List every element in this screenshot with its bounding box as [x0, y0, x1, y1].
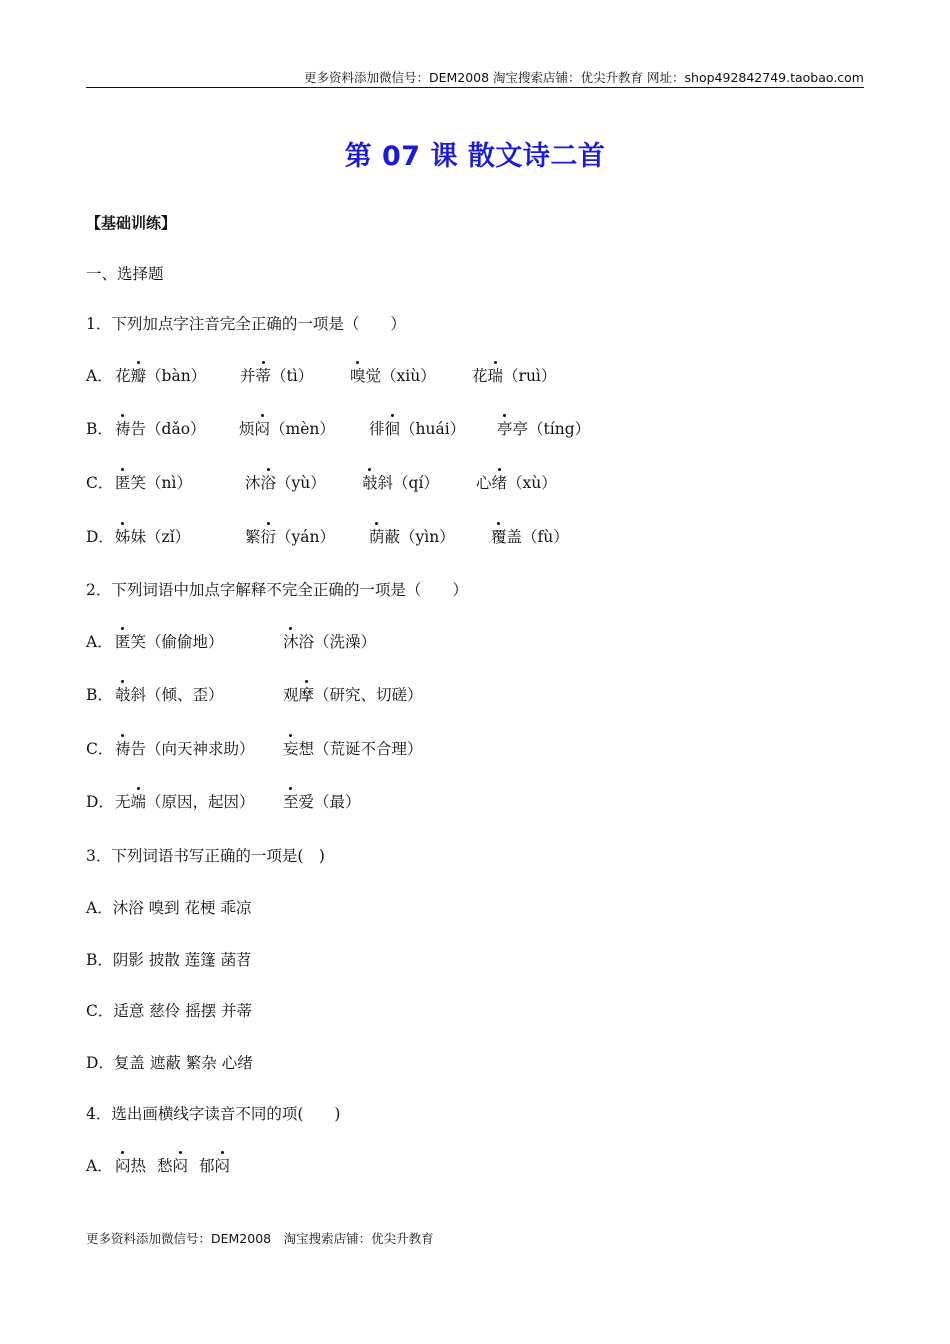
q2-d-item-2: 至爱（最） [283, 793, 361, 811]
q1-a-item-1: 花瓣（bàn） [115, 367, 207, 385]
question-2-stem: 2．下列词语中加点字解释不完全正确的一项是（ ） [86, 581, 468, 599]
q3-option-b: B．阴影 披散 莲篷 菡苕 [86, 951, 252, 969]
part-label: 一、选择题 [86, 265, 164, 283]
option-letter: B． [86, 420, 113, 438]
q1-option-c [86, 473, 557, 493]
q1-c-item-1: 匿笑（nì） [115, 474, 192, 492]
q2-option-c [86, 739, 423, 759]
q3-option-c: C．适意 慈伶 摇摆 并蒂 [86, 1002, 253, 1020]
q1-c-item-3: 攲斜（qí） [362, 474, 439, 492]
q2-option-a [86, 632, 377, 652]
option-letter: A． [86, 1157, 113, 1175]
q1-b-item-3: 徘徊（huái） [369, 420, 466, 438]
q1-d-item-2: 繁衍（yán） [245, 528, 336, 546]
q1-a-item-3: 嗅觉（xiù） [350, 367, 436, 385]
q4-a-item-1: 闷热 [115, 1157, 147, 1175]
q2-option-d [86, 792, 361, 812]
q1-b-item-1: 祷告（dǎo） [115, 420, 206, 438]
page-footer: 更多资料添加微信号：DEM2008 淘宝搜索店铺：优尖升教育 [86, 1231, 434, 1246]
q2-a-item-1: 匿笑（偷偷地） [115, 633, 224, 651]
q2-option-b [86, 685, 423, 705]
q2-c-item-1: 祷告（向天神求助） [115, 740, 255, 758]
q1-option-a [86, 366, 557, 386]
q2-a-item-2: 沐浴（洗澡） [283, 633, 377, 651]
header-divider [86, 87, 864, 88]
option-letter: A． [86, 367, 113, 385]
question-3-stem: 3．下列词语书写正确的一项是( ) [86, 847, 325, 865]
q1-d-item-3: 荫蔽（yìn） [369, 528, 455, 546]
option-letter: D． [86, 528, 114, 546]
q1-a-item-4: 花瑞（ruì） [472, 367, 557, 385]
q1-d-item-4: 覆盖（fù） [491, 528, 569, 546]
q1-option-b [86, 419, 591, 439]
q1-a-item-2: 并蒂（tì） [240, 367, 314, 385]
option-letter: C． [86, 740, 114, 758]
option-letter: A． [86, 633, 113, 651]
q1-c-item-4: 心绪（xù） [476, 474, 557, 492]
page-header: 更多资料添加微信号：DEM2008 淘宝搜索店铺：优尖升教育 网址：shop492842749.taobao.com [303, 70, 864, 85]
q1-option-d [86, 527, 569, 547]
question-1-stem: 1．下列加点字注音完全正确的一项是（ ） [86, 315, 406, 333]
q4-a-item-2: 愁闷 [157, 1157, 189, 1175]
q4-option-a [86, 1156, 231, 1176]
q4-a-item-3: 郁闷 [199, 1157, 231, 1175]
q2-b-item-2: 观摩（研究、切磋） [283, 686, 423, 704]
question-4-stem: 4．选出画横线字读音不同的项( ) [86, 1105, 341, 1123]
q3-option-d: D．复盖 遮蔽 繁杂 心绪 [86, 1054, 253, 1072]
q1-b-item-2: 烦闷（mèn） [239, 420, 335, 438]
q2-c-item-2: 妄想（荒诞不合理） [283, 740, 423, 758]
q3-option-a: A．沐浴 嗅到 花梗 乖凉 [86, 899, 252, 917]
q2-b-item-1: 攲斜（倾、歪） [115, 686, 224, 704]
option-letter: D． [86, 793, 114, 811]
section-label: 【基础训练】 [86, 214, 177, 232]
option-letter: B． [86, 686, 113, 704]
q2-d-item-1: 无端（原因，起因） [115, 793, 255, 811]
option-letter: C． [86, 474, 114, 492]
q1-b-item-4: 亭亭（tíng） [497, 420, 591, 438]
q1-d-item-1: 姊妹（zǐ） [115, 528, 191, 546]
q1-c-item-2: 沐浴（yù） [245, 474, 326, 492]
lesson-title: 第 07 课 散文诗二首 [344, 141, 606, 172]
